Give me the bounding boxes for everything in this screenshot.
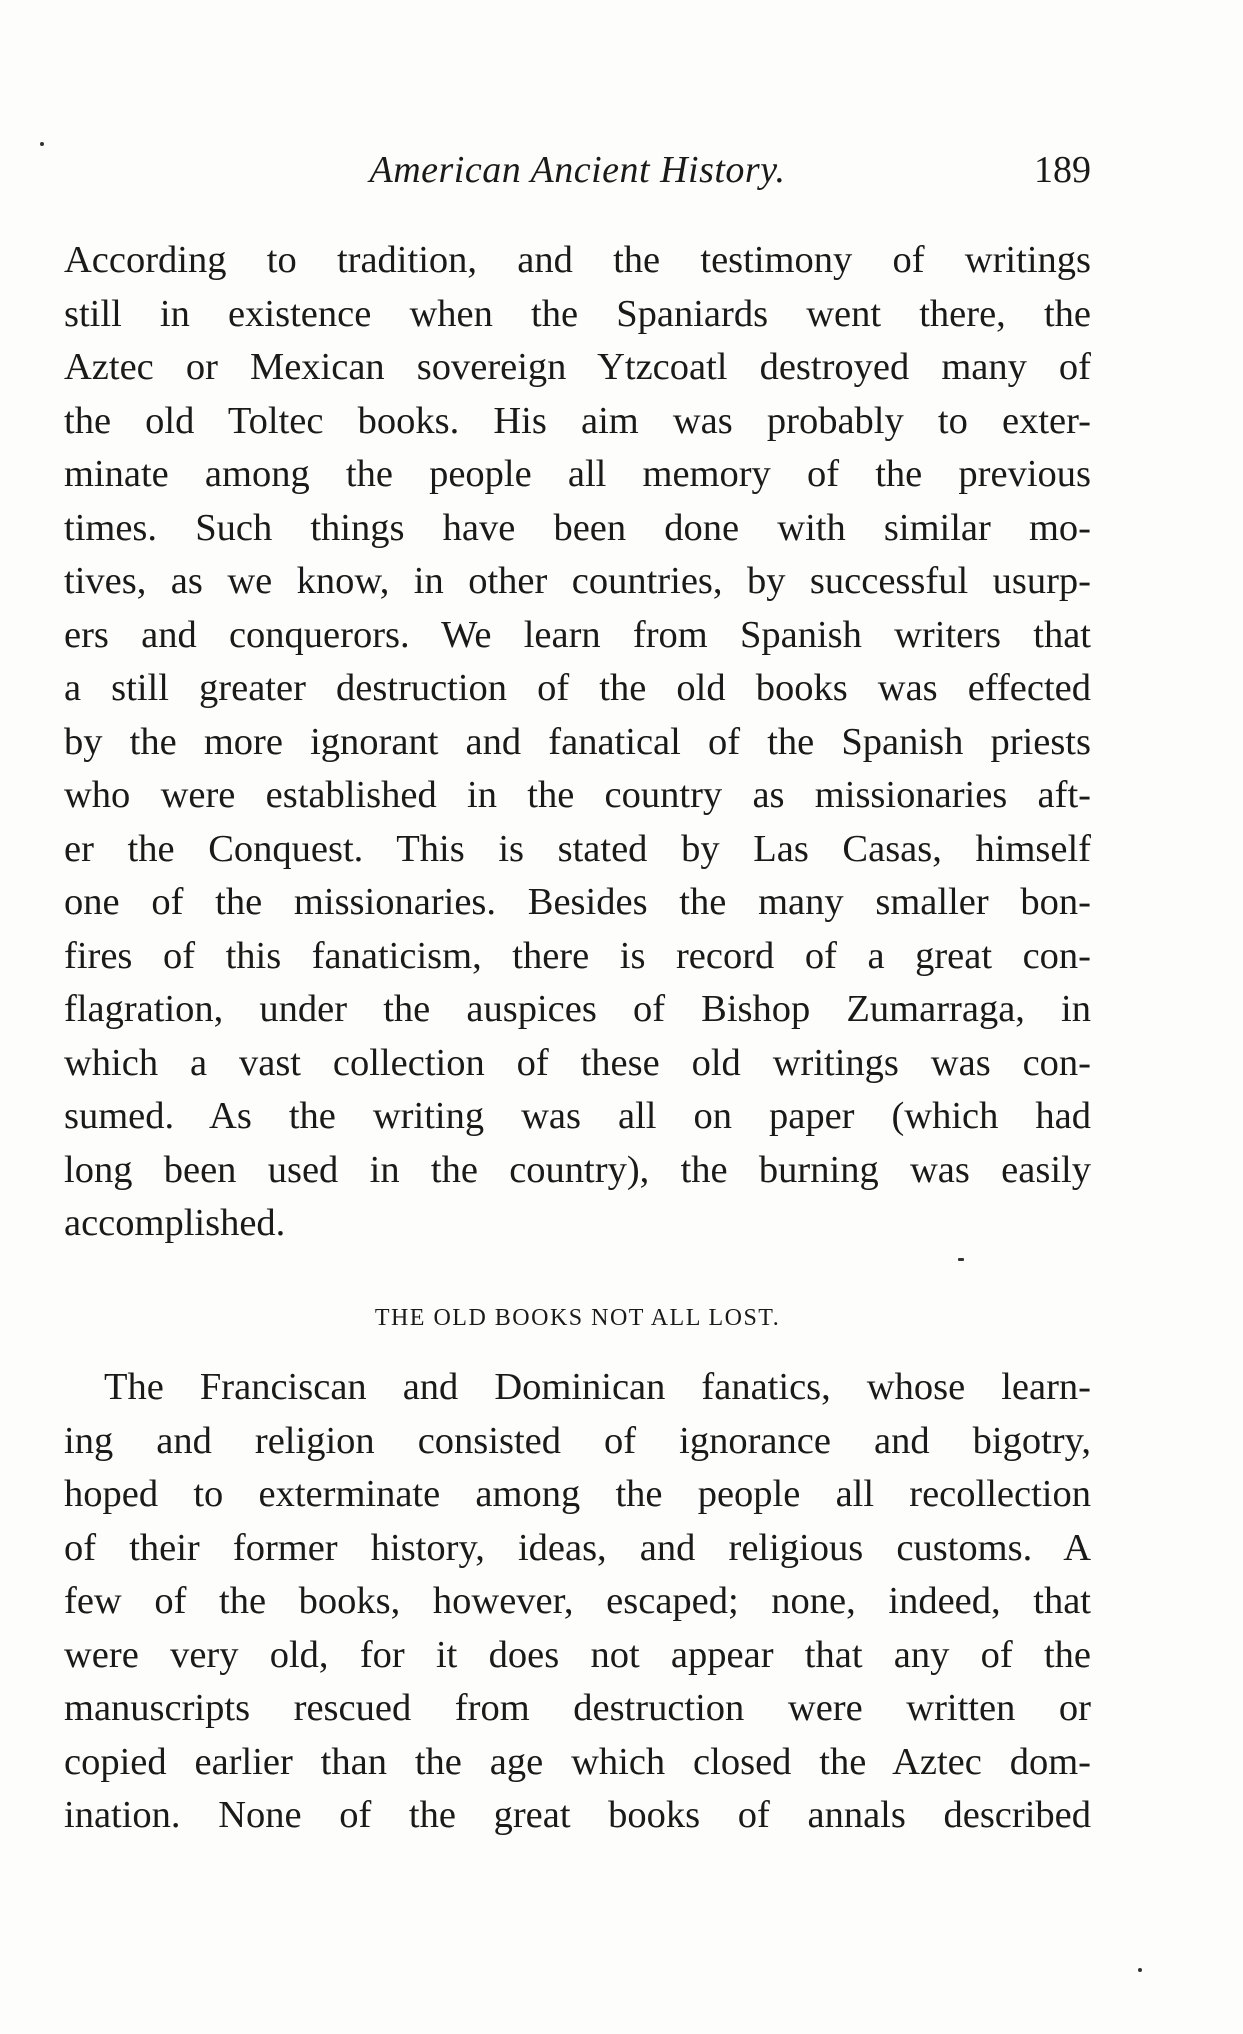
text-line: were very old, for it does not appear that any of the: [64, 1633, 1091, 1676]
text-line: hoped to exterminate among the people all recollection: [64, 1473, 1091, 1515]
text-line: the old Toltec books. His aim was probably to exter-: [64, 399, 1091, 442]
page-header: [64, 148, 1091, 198]
paragraph-1: [64, 234, 1091, 1251]
text-line: sumed. As the writing was all on paper (which had: [64, 1095, 1091, 1137]
text-line: times. Such things have been done with similar mo-: [64, 506, 1091, 549]
print-speck: [1138, 1968, 1142, 1972]
text-line: long been used in the country), the burning was easily: [64, 1148, 1091, 1191]
print-speck: [958, 1258, 964, 1261]
text-line: minate among the people all memory of the previous: [64, 453, 1091, 495]
text-line: by the more ignorant and fanatical of the Spanish priests: [64, 720, 1091, 763]
text-line: a still greater destruction of the old books was effected: [64, 667, 1091, 709]
text-line: ing and religion consisted of ignorance and bigotry,: [64, 1419, 1091, 1462]
text-line: The Franciscan and Dominican fanatics, whose learn-: [104, 1366, 1091, 1408]
text-line: flagration, under the auspices of Bishop Zumarraga, in: [64, 988, 1091, 1030]
text-line: few of the books, however, escaped; none, indeed, that: [64, 1580, 1091, 1622]
paragraph-2: [64, 1361, 1091, 1843]
text-line: which a vast collection of these old writings was con-: [64, 1041, 1091, 1084]
running-title: American Ancient History.: [369, 149, 786, 191]
text-line: According to tradition, and the testimony of writings: [64, 239, 1091, 281]
text-line: manuscripts rescued from destruction were written or: [64, 1687, 1091, 1729]
text-line: still in existence when the Spaniards went there, the: [64, 292, 1091, 335]
text-line: one of the missionaries. Besides the many smaller bon-: [64, 881, 1091, 923]
print-speck: [40, 142, 44, 146]
text-line: ers and conquerors. We learn from Spanish writers that: [64, 613, 1091, 656]
text-line: copied earlier than the age which closed the Aztec dom-: [64, 1740, 1091, 1783]
page-number: 189: [1034, 149, 1091, 191]
text-line: ination. None of the great books of annals described: [64, 1794, 1091, 1836]
text-line: of their former history, ideas, and religious customs. A: [64, 1526, 1091, 1569]
text-line: tives, as we know, in other countries, by successful usurp-: [64, 560, 1091, 602]
section-heading: THE OLD BOOKS NOT ALL LOST.: [374, 1305, 781, 1331]
text-line: er the Conquest. This is stated by Las Casas, himself: [64, 827, 1091, 870]
text-line: accomplished.: [64, 1202, 286, 1244]
text-line: who were established in the country as missionaries aft-: [64, 774, 1091, 816]
text-line: Aztec or Mexican sovereign Ytzcoatl destroyed many of: [64, 346, 1091, 388]
text-line: fires of this fanaticism, there is record of a great con-: [64, 934, 1091, 977]
